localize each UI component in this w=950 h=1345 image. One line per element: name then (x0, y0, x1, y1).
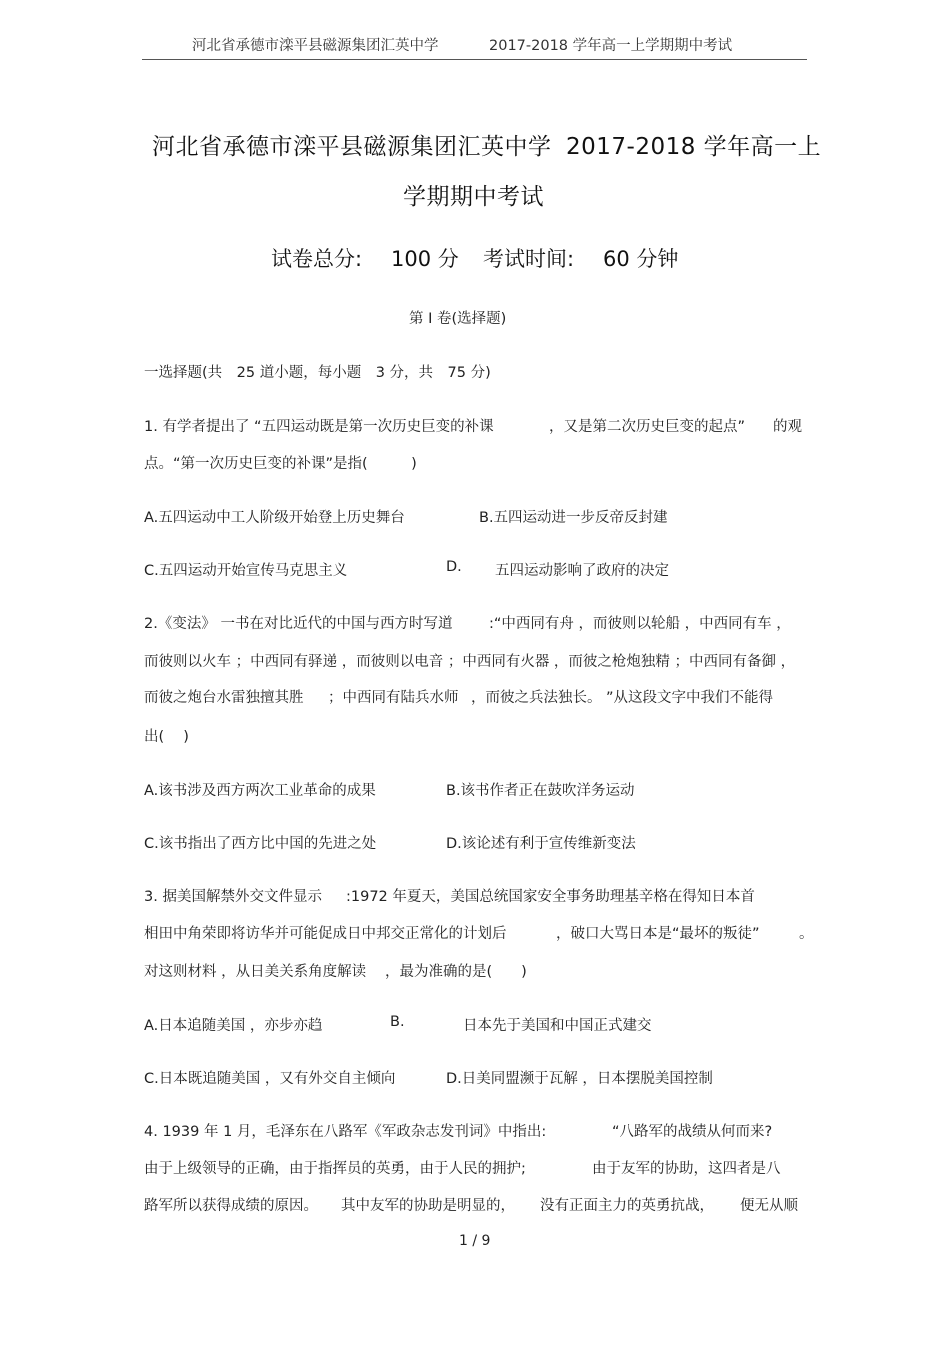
total-score-value: 100 分 (391, 247, 459, 271)
question-2-text: ；中西同有陆兵水师 (328, 690, 459, 706)
header-divider (142, 59, 807, 60)
question-3-text: ，破口大骂日本是“最坏的叛徒” (556, 926, 760, 942)
question-1-option-d: D. (446, 559, 462, 575)
question-2-text: ，而彼之兵法独长。 (471, 690, 602, 706)
section-instructions: 一选择题(共 25 道小题，每小题 3 分，共 75 分) (144, 365, 491, 381)
question-4-text: 没有正面主力的英勇抗战， (540, 1198, 714, 1214)
exam-time-label: 考试时间: (483, 247, 575, 271)
question-1-text: 1. 有学者提出了 “五四运动既是第一次历史巨变的补课 (144, 419, 494, 435)
question-2-text: :“中西同有舟 ，而彼则以轮船 ，中西同有车 ， (489, 616, 791, 632)
question-3-text: :1972 年夏天，美国总统国家安全事务助理基辛格在得知日本首 (346, 889, 755, 905)
question-3-option-b-text: 日本先于美国和中国正式建交 (463, 1018, 652, 1034)
question-3-option-c: C.日本既追随美国 ，又有外交自主倾向 (144, 1071, 396, 1087)
question-4-text: 路军所以获得成绩的原因。 (144, 1198, 318, 1214)
question-4-text: 便无从顺 (740, 1198, 798, 1214)
question-2-option-b: B.该书作者正在鼓吹洋务运动 (446, 783, 635, 799)
question-2-text: 2.《变法》 一书在对比近代的中国与西方时写道 (144, 616, 453, 632)
question-3-text: ，最为准确的是( ) (385, 964, 527, 980)
question-1-text: 的观 (773, 419, 802, 435)
question-2-text: 而彼之炮台水雷独擅其胜 (144, 690, 304, 706)
running-header-school: 河北省承德市滦平县磁源集团汇英中学 (192, 38, 439, 54)
exam-time-value: 60 分钟 (603, 247, 679, 271)
document-title-school: 河北省承德市滦平县磁源集团汇英中学 (152, 134, 552, 160)
question-3-option-d: D.日美同盟濒于瓦解 ，日本摆脱美国控制 (446, 1071, 713, 1087)
question-2-text: 而彼则以火车 ；中西同有驿递 ，而彼则以电音 ；中西同有火器 ，而彼之枪炮独精 ；中西同有备御 ， (144, 654, 796, 670)
question-2-text: 出( ) (144, 729, 189, 745)
question-1-option-a: A.五四运动中工人阶级开始登上历史舞台 (144, 510, 405, 526)
question-1-option-b: B.五四运动进一步反帝反封建 (479, 510, 668, 526)
question-2-text: ”从这段文字中我们不能得 (606, 690, 774, 706)
question-2-option-c: C.该书指出了西方比中国的先进之处 (144, 836, 377, 852)
question-3-text: 。 (799, 926, 814, 942)
question-4-text: 由于上级领导的正确，由于指挥员的英勇，由于人民的拥护; (144, 1161, 526, 1177)
question-4-text: “八路军的战绩从何而来? (612, 1124, 773, 1140)
question-1-text: 点。“第一次历史巨变的补课”是指( ) (144, 456, 417, 472)
question-2-option-a: A.该书涉及西方两次工业革命的成果 (144, 783, 376, 799)
page-number: 1 / 9 (459, 1233, 491, 1249)
question-3-text: 对这则材料 ，从日美关系角度解读 (144, 964, 367, 980)
question-3-option-b: B. (390, 1014, 405, 1030)
total-score-label: 试卷总分: (271, 247, 363, 271)
question-1-option-d-text: 五四运动影响了政府的决定 (495, 563, 669, 579)
document-title-year: 2017-2018 学年高一上 (566, 134, 822, 160)
question-2-option-d: D.该论述有利于宣传维新变法 (446, 836, 636, 852)
document-title-line2: 学期期中考试 (403, 184, 544, 210)
section-title: 第 Ⅰ 卷(选择题) (409, 311, 507, 327)
question-4-text: 其中友军的协助是明显的， (341, 1198, 515, 1214)
question-1-option-c: C.五四运动开始宣传马克思主义 (144, 563, 348, 579)
question-4-text: 4. 1939 年 1 月，毛泽东在八路军《军政杂志发刊词》中指出: (144, 1124, 547, 1140)
question-3-text: 相田中角荣即将访华并可能促成日中邦交正常化的计划后 (144, 926, 507, 942)
question-3-option-a: A.日本追随美国 ，亦步亦趋 (144, 1018, 323, 1034)
question-1-text: ，又是第二次历史巨变的起点” (549, 419, 746, 435)
running-header-term: 2017-2018 学年高一上学期期中考试 (489, 38, 733, 54)
question-4-text: 由于友军的协助，这四者是八 (592, 1161, 781, 1177)
question-3-text: 3. 据美国解禁外交文件显示 (144, 889, 322, 905)
